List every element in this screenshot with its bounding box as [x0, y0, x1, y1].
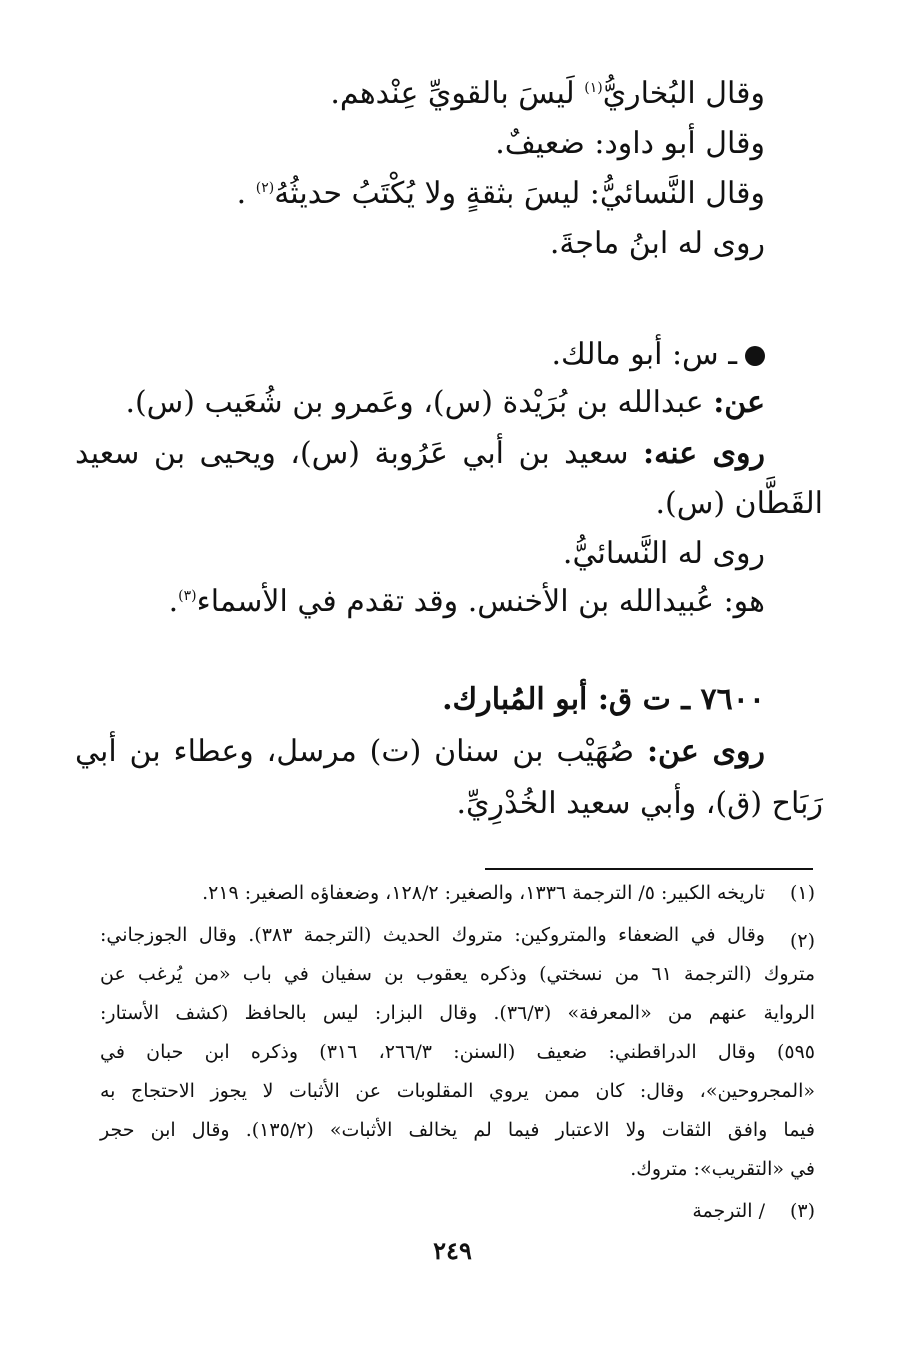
footnote-marker-2: (٢) [255, 180, 275, 196]
entry2-rawa-line [75, 732, 765, 772]
footnote-3-number: (٣) [789, 1200, 815, 1222]
footnote-2-line: «المجروحين»، وقال: كان ممن يروي المقلوبات عن الأثبات لا يجوز الاحتجاج به [100, 1080, 815, 1102]
label-rawa-anhu: روى عنه: [643, 436, 765, 471]
text-line-1 [330, 74, 765, 114]
entry1-rawa-line [75, 434, 765, 474]
entry2-rawa-text: صُهَيْب بن سنان (ت) مرسل، وعطاء بن أبي [75, 734, 635, 769]
footnote-2-line: الرواية عنهم من «المعرفة» (٣٦/٣). وقال البزار: ليس بالحافظ (كشف الأستار: [100, 1002, 815, 1024]
label-an: عن: [713, 385, 765, 420]
label-rawa-an: روى عن: [646, 734, 765, 769]
entry-heading-text: ـ س: أبو مالك. [551, 337, 737, 372]
page-number: ٢٤٩ [433, 1236, 472, 1265]
footnote-2-line: متروك (الترجمة ٦١ من نسختي) وذكره يعقوب بن سفيان في باب «من يُرغب عن [100, 963, 816, 985]
entry1-huwa-text: هو: عُبيدالله بن الأخنس. وقد تقدم في الأسماء [196, 584, 765, 619]
footnote-2-number: (٢) [789, 930, 815, 952]
text-segment: لَيسَ بالقويِّ عِنْدهم. [330, 76, 575, 111]
footnote-1-number: (١) [789, 882, 815, 904]
entry-heading-2: ٧٦٠٠ ـ ت ق: أبو المُبارك. [442, 682, 765, 717]
entry1-rawa-lahu: روى له النَّسائيُّ. [562, 536, 765, 571]
text-segment: وقال النَّسائيُّ: ليسَ بثقةٍ ولا يُكْتَبُ حديثُهُ [274, 176, 765, 211]
text-line-3 [237, 174, 765, 214]
text-segment: . [168, 584, 179, 619]
footnote-2-line: فيما وافق الثقات ولا الاعتبار فيما لم يخالف الأثبات» (١٣٥/٢). وقال ابن حجر [100, 1119, 815, 1141]
footnote-marker-1: (١) [584, 80, 603, 96]
text-line-2: وقال أبو داود: ضعيفٌ. [495, 126, 765, 161]
entry1-rawa-cont: القَطَّان (س). [655, 486, 823, 521]
text-line-4: روى له ابنُ ماجةَ. [549, 226, 765, 261]
text-segment: . [236, 176, 247, 211]
footnote-marker-3: (٣) [178, 588, 197, 604]
footnote-2-line: في «التقريب»: متروك. [630, 1158, 815, 1180]
entry1-an-text: عبدالله بن بُرَيْدة (س)، وعَمرو بن شُعَيب (س). [125, 385, 704, 420]
footnote-2-line: ٥٩٥) وقال الدراقطني: ضعيف (السنن: ٢٦٦/٣، ٣١٦) وذكره ابن حبان في [100, 1041, 815, 1063]
footnote-divider [485, 868, 813, 870]
entry-heading-1 [552, 335, 765, 375]
entry1-an-line [125, 383, 765, 423]
footnote-2-line: وقال في الضعفاء والمتروكين: متروك الحديث (الترجمة ٣٨٣). وقال الجوزجاني: [100, 924, 765, 946]
entry1-huwa [169, 582, 765, 622]
text-segment: وقال البُخاريُّ [602, 76, 765, 111]
footnote-3-text: / الترجمة [692, 1200, 765, 1222]
footnote-1-text: تاريخه الكبير: ٥/ الترجمة ١٣٣٦، والصغير: ١٢٨/٢، وضعفاؤه الصغير: ٢١٩. [202, 882, 765, 904]
entry2-rawa-cont: رَبَاح (ق)، وأبي سعيد الخُدْرِيِّ. [456, 786, 823, 821]
entry1-rawa-text: سعيد بن أبي عَرُوبة (س)، ويحيى بن سعيد [75, 436, 629, 471]
bullet-icon [745, 346, 765, 366]
